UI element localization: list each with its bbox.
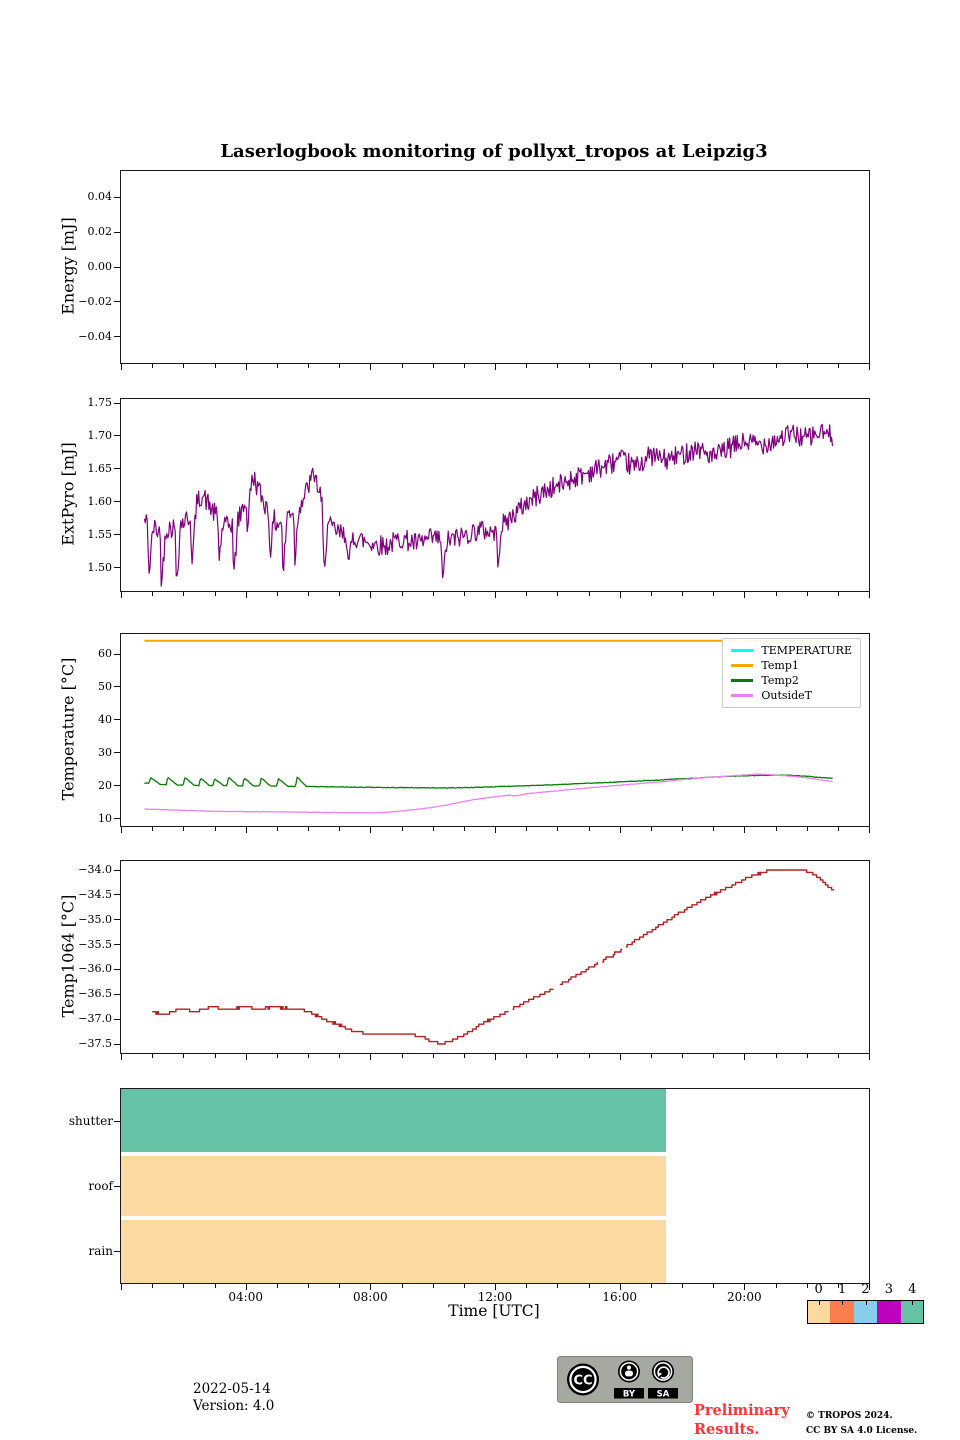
colorbar-label: 4 — [908, 1282, 917, 1297]
y-tick — [114, 818, 120, 819]
x-major-tick — [620, 592, 621, 598]
x-minor-tick — [682, 1054, 683, 1058]
x-minor-tick — [277, 1284, 278, 1288]
legend-swatch-Temp1 — [731, 664, 753, 667]
x-minor-tick — [589, 1284, 590, 1288]
x-major-tick — [246, 827, 247, 833]
x-minor-tick — [433, 827, 434, 831]
sa-arrow-icon — [652, 1361, 674, 1383]
y-tick — [114, 870, 120, 871]
y-tick-label: 60 — [98, 647, 112, 660]
x-minor-tick — [152, 364, 153, 368]
x-major-tick — [246, 364, 247, 370]
x-minor-tick — [308, 364, 309, 368]
x-minor-tick — [339, 364, 340, 368]
legend-label: OutsideT — [761, 689, 812, 702]
extpyro-lines — [121, 399, 869, 591]
x-major-tick — [121, 1054, 122, 1060]
temp1064-y-axis-label: Temp1064 [°C] — [58, 894, 78, 1018]
y-tick — [114, 1186, 120, 1187]
y-tick — [114, 232, 120, 233]
x-major-tick — [370, 592, 371, 598]
x-minor-tick — [339, 592, 340, 596]
y-tick — [114, 969, 120, 970]
status-row-label: roof — [88, 1179, 113, 1193]
colorbar-label: 0 — [814, 1282, 823, 1297]
x-minor-tick — [308, 1284, 309, 1288]
y-tick-label: 1.50 — [87, 560, 112, 574]
x-minor-tick — [183, 592, 184, 596]
x-major-tick — [121, 1284, 122, 1290]
x-minor-tick — [776, 1284, 777, 1288]
x-major-tick — [495, 592, 496, 598]
x-major-tick — [620, 1054, 621, 1060]
temp1064-lines — [121, 861, 869, 1053]
legend-swatch-OutsideT — [731, 694, 753, 697]
extpyro-y-axis-label: ExtPyro [mJ] — [58, 442, 78, 546]
plot-extpyro — [0, 398, 960, 590]
status-colorbar — [807, 1282, 925, 1326]
y-tick — [114, 1121, 120, 1122]
x-minor-tick — [651, 1284, 652, 1288]
x-minor-tick — [308, 592, 309, 596]
x-tick-label: 08:00 — [353, 1290, 388, 1304]
x-minor-tick — [308, 1054, 309, 1058]
x-minor-tick — [339, 1054, 340, 1058]
y-tick-label: 0.04 — [87, 190, 112, 204]
y-tick-label: 20 — [98, 778, 112, 792]
by-body — [625, 1371, 633, 1377]
y-tick-label: 30 — [98, 745, 112, 759]
x-minor-tick — [339, 1284, 340, 1288]
y-tick — [114, 301, 120, 302]
y-tick-label: −37.0 — [78, 1012, 112, 1026]
extpyro-axes — [87, 396, 870, 592]
x-minor-tick — [776, 592, 777, 596]
x-axis-label: Time [UTC] — [448, 1302, 540, 1320]
footer-date-block — [193, 1381, 274, 1415]
y-tick — [114, 719, 120, 720]
y-tick — [114, 919, 120, 920]
copyright-line1: © TROPOS 2024. — [806, 1411, 893, 1421]
x-minor-tick — [402, 1284, 403, 1288]
y-tick-label: −36.5 — [78, 987, 112, 1001]
status-bar-rain — [121, 1220, 666, 1283]
x-minor-tick — [807, 592, 808, 596]
x-minor-tick — [807, 364, 808, 368]
x-minor-tick — [557, 592, 558, 596]
x-minor-tick — [183, 1054, 184, 1058]
x-minor-tick — [838, 364, 839, 368]
y-tick-label: 1.65 — [87, 461, 112, 475]
x-minor-tick — [215, 592, 216, 596]
badge-cc-text: CC — [573, 1373, 593, 1389]
plot-status — [0, 1088, 960, 1304]
y-tick — [114, 1019, 120, 1020]
x-minor-tick — [838, 1054, 839, 1058]
legend-swatch-TEMPERATURE — [731, 649, 753, 652]
y-tick — [114, 686, 120, 687]
legend-item — [731, 643, 852, 658]
x-minor-tick — [713, 364, 714, 368]
x-minor-tick — [464, 364, 465, 368]
x-minor-tick — [526, 1284, 527, 1288]
temperature-axes — [98, 633, 870, 827]
y-tick-label: −34.5 — [78, 887, 112, 901]
x-minor-tick — [526, 364, 527, 368]
x-major-tick — [744, 1054, 745, 1060]
y-tick-label: −36.0 — [78, 962, 112, 976]
badge-sa-text: SA — [656, 1389, 670, 1400]
x-minor-tick — [433, 1054, 434, 1058]
x-minor-tick — [776, 1054, 777, 1058]
x-minor-tick — [402, 592, 403, 596]
x-minor-tick — [713, 592, 714, 596]
x-minor-tick — [776, 827, 777, 831]
preliminary-note: Preliminary Results. — [694, 1402, 790, 1438]
x-major-tick — [869, 364, 870, 370]
cc-by-sa-badge — [557, 1356, 693, 1403]
y-tick — [114, 752, 120, 753]
series-ExtPyro — [144, 425, 832, 586]
x-major-tick — [370, 1054, 371, 1060]
x-minor-tick — [464, 827, 465, 831]
x-minor-tick — [526, 592, 527, 596]
x-minor-tick — [464, 1054, 465, 1058]
legend-item — [731, 688, 852, 703]
x-minor-tick — [557, 1054, 558, 1058]
y-tick — [114, 534, 120, 535]
temp1064-axes — [78, 860, 870, 1054]
x-major-tick — [246, 592, 247, 598]
x-minor-tick — [433, 592, 434, 596]
x-major-tick — [495, 827, 496, 833]
temperature-legend — [722, 638, 861, 708]
legend-item — [731, 658, 852, 673]
x-major-tick — [744, 827, 745, 833]
y-tick — [114, 197, 120, 198]
x-minor-tick — [464, 592, 465, 596]
x-minor-tick — [183, 364, 184, 368]
x-minor-tick — [807, 827, 808, 831]
x-major-tick — [620, 364, 621, 370]
badge-by-text: BY — [622, 1389, 636, 1400]
x-major-tick — [246, 1054, 247, 1060]
legend-label: Temp2 — [761, 674, 799, 687]
x-major-tick — [121, 827, 122, 833]
plot-temperature — [0, 633, 960, 825]
x-minor-tick — [682, 592, 683, 596]
colorbar-border — [807, 1300, 924, 1324]
status-row-label: rain — [88, 1243, 113, 1258]
y-tick — [114, 468, 120, 469]
x-major-tick — [370, 364, 371, 370]
x-major-tick — [370, 827, 371, 833]
x-minor-tick — [807, 1054, 808, 1058]
x-minor-tick — [433, 364, 434, 368]
x-major-tick — [495, 1054, 496, 1060]
x-major-tick — [869, 592, 870, 598]
x-minor-tick — [402, 1054, 403, 1058]
y-tick — [114, 894, 120, 895]
colorbar-label: 1 — [837, 1282, 847, 1297]
colorbar-label: 3 — [884, 1282, 894, 1297]
x-minor-tick — [838, 592, 839, 596]
legend-item — [731, 673, 852, 688]
y-tick-label: 1.70 — [87, 428, 112, 442]
y-tick — [114, 944, 120, 945]
x-minor-tick — [682, 364, 683, 368]
y-tick-label: −37.5 — [78, 1037, 112, 1050]
x-minor-tick — [277, 827, 278, 831]
x-minor-tick — [152, 827, 153, 831]
x-minor-tick — [183, 827, 184, 831]
x-minor-tick — [776, 364, 777, 368]
copyright-block — [806, 1409, 917, 1438]
status-row-label: shutter — [68, 1114, 113, 1129]
version-text: Version: 4.0 — [193, 1398, 275, 1414]
y-tick-label: −0.04 — [78, 329, 112, 343]
y-tick — [114, 1251, 120, 1252]
x-major-tick — [495, 364, 496, 370]
x-minor-tick — [589, 364, 590, 368]
x-minor-tick — [152, 1054, 153, 1058]
y-tick-label: −35.5 — [78, 937, 112, 951]
y-tick-label: −35.0 — [78, 912, 112, 926]
x-minor-tick — [838, 827, 839, 831]
x-major-tick — [869, 827, 870, 833]
plot-energy — [0, 170, 960, 362]
x-minor-tick — [651, 592, 652, 596]
x-tick-label: 16:00 — [602, 1290, 637, 1304]
x-minor-tick — [464, 1284, 465, 1288]
status-bar-shutter — [121, 1089, 666, 1152]
y-tick-label: 1.60 — [87, 494, 112, 508]
y-tick-label: −0.02 — [78, 294, 112, 308]
x-tick-label: 04:00 — [228, 1290, 263, 1304]
x-minor-tick — [277, 364, 278, 368]
y-tick — [114, 785, 120, 786]
x-major-tick — [744, 592, 745, 598]
series-Temp2 — [144, 775, 832, 788]
y-tick-label: 1.55 — [87, 527, 112, 541]
x-minor-tick — [526, 827, 527, 831]
y-tick — [114, 336, 120, 337]
x-minor-tick — [651, 827, 652, 831]
energy-axes — [78, 170, 870, 364]
date-text: 2022-05-14 — [193, 1381, 271, 1397]
x-major-tick — [620, 827, 621, 833]
y-tick-label: 50 — [98, 679, 112, 693]
temperature-y-axis-label: Temperature [°C] — [58, 657, 78, 801]
legend-swatch-Temp2 — [731, 679, 753, 682]
x-major-tick — [121, 592, 122, 598]
y-tick-label: 0.00 — [87, 260, 112, 273]
x-minor-tick — [651, 364, 652, 368]
series-Temp1064 — [152, 870, 834, 1044]
x-minor-tick — [277, 1054, 278, 1058]
x-minor-tick — [682, 827, 683, 831]
y-tick — [114, 501, 120, 502]
x-major-tick — [121, 364, 122, 370]
y-tick-label: 40 — [98, 712, 112, 726]
x-minor-tick — [557, 1284, 558, 1288]
x-minor-tick — [713, 1054, 714, 1058]
x-minor-tick — [402, 827, 403, 831]
x-minor-tick — [308, 827, 309, 831]
x-minor-tick — [557, 364, 558, 368]
y-tick — [114, 403, 120, 404]
x-minor-tick — [589, 1054, 590, 1058]
energy-y-axis-label: Energy [mJ] — [58, 217, 78, 315]
colorbar-label: 2 — [861, 1282, 870, 1297]
legend-label: TEMPERATURE — [761, 644, 852, 657]
y-tick-label: 0.02 — [87, 225, 112, 239]
legend-label: Temp1 — [761, 659, 799, 672]
x-minor-tick — [682, 1284, 683, 1288]
x-minor-tick — [713, 827, 714, 831]
y-tick — [114, 994, 120, 995]
x-major-tick — [744, 364, 745, 370]
x-minor-tick — [215, 364, 216, 368]
x-tick-label: 20:00 — [727, 1290, 762, 1304]
x-minor-tick — [152, 1284, 153, 1288]
x-minor-tick — [402, 364, 403, 368]
x-minor-tick — [589, 592, 590, 596]
x-minor-tick — [215, 1284, 216, 1288]
y-tick — [114, 267, 120, 268]
y-tick — [114, 435, 120, 436]
x-minor-tick — [651, 1054, 652, 1058]
y-tick-label: −34.0 — [78, 863, 112, 876]
plot-temp1064 — [0, 860, 960, 1052]
x-major-tick — [869, 1054, 870, 1060]
x-tick-label: 12:00 — [477, 1290, 513, 1304]
status-axes — [68, 1088, 870, 1304]
by-head — [627, 1366, 631, 1370]
y-tick — [114, 654, 120, 655]
y-tick — [114, 1044, 120, 1045]
x-minor-tick — [526, 1054, 527, 1058]
x-minor-tick — [339, 827, 340, 831]
status-bar-roof — [121, 1156, 666, 1217]
x-minor-tick — [215, 1054, 216, 1058]
x-minor-tick — [713, 1284, 714, 1288]
x-minor-tick — [215, 827, 216, 831]
x-minor-tick — [183, 1284, 184, 1288]
figure-title: Laserlogbook monitoring of pollyxt_tropos at Leipzig3 — [220, 141, 768, 162]
x-minor-tick — [433, 1284, 434, 1288]
x-minor-tick — [152, 592, 153, 596]
copyright-line2: CC BY SA 4.0 License. — [806, 1425, 918, 1436]
y-tick-label: 10 — [98, 811, 112, 825]
x-minor-tick — [557, 827, 558, 831]
x-minor-tick — [589, 827, 590, 831]
y-tick-label: 1.75 — [87, 396, 112, 409]
x-minor-tick — [277, 592, 278, 596]
y-tick — [114, 567, 120, 568]
